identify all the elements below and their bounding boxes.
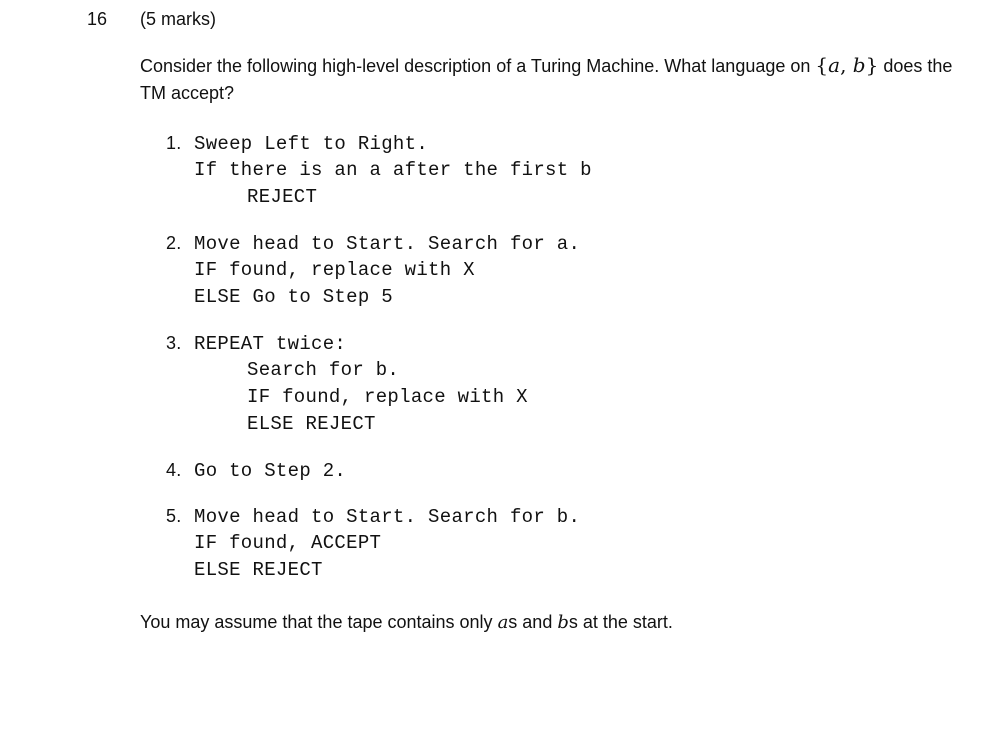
step-5-text-1: Move head to Start. Search for b.	[194, 506, 581, 528]
intro-text-after: does the TM accept?	[140, 56, 953, 103]
step-1-line-3: REJECT	[247, 186, 318, 208]
footer-text-after: s at the start.	[568, 612, 673, 632]
step-1	[166, 130, 866, 211]
set-comma: ,	[840, 53, 853, 77]
step-3	[166, 330, 866, 438]
step-5-line-1	[166, 503, 866, 530]
step-1-line-2: If there is an a after the first b	[194, 159, 592, 181]
step-3-number: 3.	[166, 333, 182, 353]
step-2	[166, 230, 866, 311]
question-marks: (5 marks)	[140, 9, 216, 29]
footer-text-mid: s and	[508, 612, 558, 632]
set-close-brace: }	[865, 53, 879, 77]
step-4-line-1	[166, 457, 866, 484]
step-2-number: 2.	[166, 233, 182, 253]
step-3-line-4: ELSE REJECT	[247, 413, 376, 435]
footer-symbol-b: b	[557, 612, 569, 633]
step-3-line-2: Search for b.	[247, 359, 400, 381]
tm-steps-list	[166, 130, 866, 603]
step-4	[166, 457, 866, 484]
step-3-line-3: IF found, replace with X	[247, 386, 528, 408]
footer-symbol-a: a	[497, 612, 509, 633]
step-1-number: 1.	[166, 133, 182, 153]
step-5	[166, 503, 866, 584]
question-intro	[140, 52, 970, 107]
set-symbol-b: b	[852, 53, 866, 77]
question-number: 16	[87, 9, 108, 29]
step-1-line-1	[166, 130, 866, 157]
set-symbol-a: a	[828, 53, 841, 77]
step-3-text-1: REPEAT twice:	[194, 333, 347, 355]
step-2-line-2: IF found, replace with X	[194, 259, 475, 281]
intro-text-before: Consider the following high-level description of a Turing Machine. What language on	[140, 56, 816, 76]
step-2-line-1	[166, 230, 866, 257]
step-4-number: 4.	[166, 460, 182, 480]
set-open-brace: {	[815, 53, 829, 77]
step-5-line-2: IF found, ACCEPT	[194, 532, 382, 554]
step-5-number: 5.	[166, 506, 182, 526]
step-4-text-1: Go to Step 2.	[194, 460, 347, 482]
step-2-text-1: Move head to Start. Search for a.	[194, 233, 581, 255]
step-2-line-3: ELSE Go to Step 5	[194, 286, 393, 308]
step-3-line-1	[166, 330, 866, 357]
step-1-text-1: Sweep Left to Right.	[194, 133, 429, 155]
step-5-line-3: ELSE REJECT	[194, 559, 323, 581]
footer-text-before: You may assume that the tape contains only	[140, 612, 498, 632]
alphabet-set	[815, 53, 878, 77]
assumption-note	[140, 609, 673, 636]
